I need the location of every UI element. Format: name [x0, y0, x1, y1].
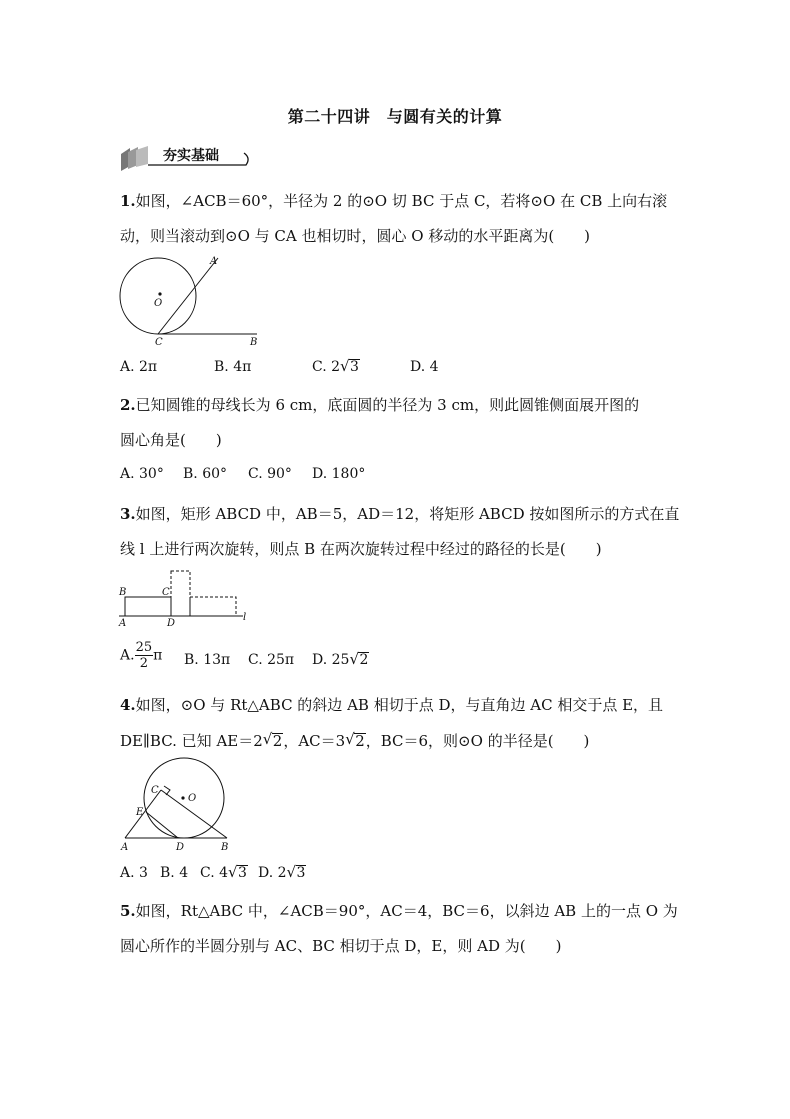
q3-label-c: C — [162, 587, 170, 598]
q5-line2: 圆心所作的半圆分别与 AC、BC 相切于点 D，E，则 AD 为( ) — [120, 937, 562, 955]
q5-number: 5. — [120, 902, 136, 920]
q3-line1: 3.如图，矩形 ABCD 中，AB＝5，AD＝12，将矩形 ABCD 按如图所示的方式在直 — [120, 505, 680, 523]
q4-line1: 4.如图，⊙O 与 Rt△ABC 的斜边 AB 相切于点 D，与直角边 AC 相交于点 E，且 — [120, 696, 664, 714]
q5-line1: 5.如图，Rt△ABC 中，∠ACB＝90°，AC＝4，BC＝6，以斜边 AB 上的一点 O 为 — [120, 902, 678, 920]
q2-option-b: B. 60° — [183, 466, 228, 482]
q2-line1: 2.已知圆锥的母线长为 6 cm，底面圆的半径为 3 cm，则此圆锥侧面展开图的 — [120, 396, 640, 414]
q4-label-e: E — [136, 807, 144, 818]
q4-option-a: A. 3 — [120, 865, 148, 881]
q3-line2: 线 l 上进行两次旋转，则点 B 在两次旋转过程中经过的路径的长是( ) — [120, 540, 602, 558]
q1-option-a: A. 2π — [120, 359, 158, 375]
q3-label-d: D — [167, 618, 176, 628]
q1-line1: 1.如图，∠ACB＝60°，半径为 2 的⊙O 切 BC 于点 C，若将⊙O 在 CB 上向右滚 — [120, 192, 668, 210]
q3-option-d: D. 25 √ 2 — [312, 650, 369, 668]
q3-figure — [115, 568, 255, 628]
q1-label-o: O — [154, 298, 163, 309]
q1-option-c: C. 2 √ 3 — [312, 357, 359, 375]
q2-option-c: C. 90° — [248, 466, 292, 482]
section-header — [118, 144, 253, 170]
q2-option-a: A. 30° — [120, 466, 164, 482]
q1-label-a: A — [210, 256, 218, 267]
q4-option-d: D. 2 √ 3 — [258, 863, 306, 881]
q1-option-d: D. 4 — [410, 359, 439, 375]
q4-number: 4. — [120, 696, 136, 714]
q4-label-c: C — [151, 785, 159, 796]
q4-label-d: D — [176, 842, 185, 853]
q4-figure — [115, 755, 240, 855]
q2-number: 2. — [120, 396, 136, 414]
q4-label-o: O — [188, 793, 197, 804]
q3-label-a: A — [119, 618, 127, 628]
q2-line2: 圆心角是( ) — [120, 431, 222, 449]
page-title: 第二十四讲 与圆有关的计算 — [287, 107, 503, 126]
q1-option-b: B. 4π — [214, 359, 252, 375]
q3-number: 3. — [120, 505, 136, 523]
section-label: 夯实基础 — [163, 148, 219, 164]
q4-option-b: B. 4 — [160, 865, 189, 881]
q4-line2: DE∥BC. 已知 AE＝2 √ 2，AC＝3 √ 2，BC＝6，则⊙O 的半径是( ) — [120, 730, 590, 750]
q1-line2: 动，则当滚动到⊙O 与 CA 也相切时，圆心 O 移动的水平距离为( ) — [120, 227, 591, 245]
q2-option-d: D. 180° — [312, 466, 366, 482]
q3-label-b: B — [119, 587, 127, 598]
q1-number: 1. — [120, 192, 136, 210]
q3-label-l: l — [243, 612, 247, 623]
q1-label-c: C — [155, 337, 163, 348]
q3-option-b: B. 13π — [184, 652, 231, 668]
q4-option-c: C. 4 √ 3 — [200, 863, 247, 881]
q4-label-a: A — [121, 842, 129, 853]
q3-option-a: A. $\frac{25}{2}$ π — [120, 640, 163, 671]
q4-label-b: B — [221, 842, 229, 853]
q3-option-c: C. 25π — [248, 652, 295, 668]
q1-label-b: B — [250, 337, 258, 348]
q1-figure — [115, 252, 265, 348]
